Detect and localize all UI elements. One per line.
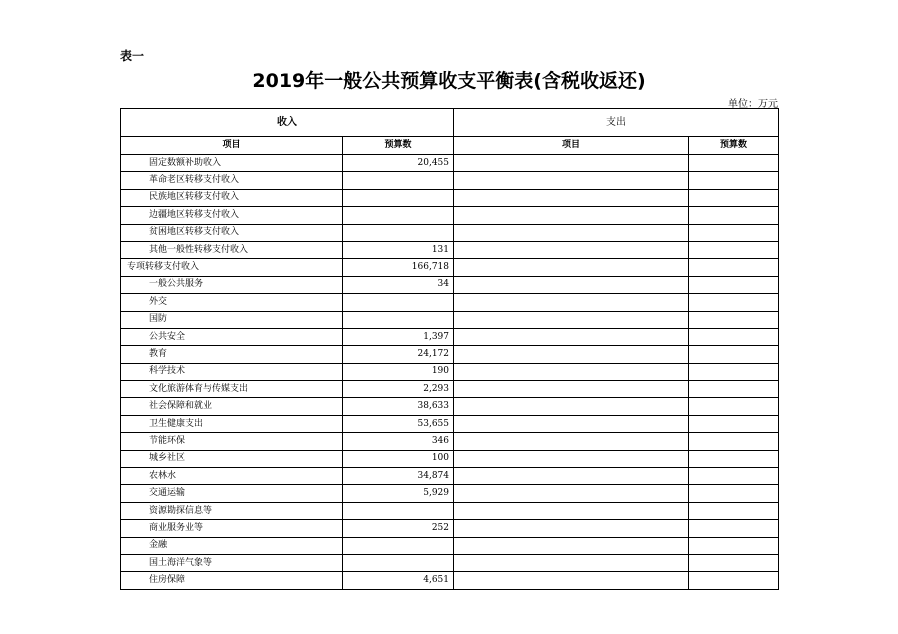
expense-budget-cell — [689, 172, 779, 189]
expense-item-cell — [454, 381, 689, 398]
income-item-cell: 固定数额补助收入 — [121, 155, 343, 172]
expense-budget-cell — [689, 155, 779, 172]
income-item-cell: 资源勘探信息等 — [121, 502, 343, 519]
income-budget-cell: 131 — [343, 241, 454, 258]
expense-item-cell — [454, 537, 689, 554]
income-budget-cell: 252 — [343, 520, 454, 537]
table-row — [121, 381, 779, 398]
income-budget-cell — [343, 224, 454, 241]
income-budget-cell: 20,455 — [343, 155, 454, 172]
expense-item-cell — [454, 346, 689, 363]
expense-item-cell — [454, 363, 689, 380]
expense-budget-cell — [689, 572, 779, 589]
budget-balance-table — [120, 108, 779, 590]
expense-budget-cell — [689, 363, 779, 380]
income-item-cell: 节能环保 — [121, 433, 343, 450]
expense-budget-header: 预算数 — [689, 137, 779, 155]
income-budget-cell: 4,651 — [343, 572, 454, 589]
expense-item-header: 项目 — [454, 137, 689, 155]
income-item-cell: 农林水 — [121, 468, 343, 485]
table-row — [121, 276, 779, 293]
expense-budget-cell — [689, 241, 779, 258]
table-row — [121, 450, 779, 467]
table-row — [121, 537, 779, 554]
table-row — [121, 259, 779, 276]
expense-item-cell — [454, 189, 689, 206]
expense-budget-cell — [689, 520, 779, 537]
table-row — [121, 468, 779, 485]
table-row — [121, 572, 779, 589]
expense-budget-cell — [689, 450, 779, 467]
expense-budget-cell — [689, 554, 779, 571]
expense-item-cell — [454, 311, 689, 328]
expense-item-cell — [454, 468, 689, 485]
table-number-label: 表一 — [120, 49, 145, 63]
column-header-row — [121, 137, 779, 155]
income-budget-cell — [343, 207, 454, 224]
expense-item-cell — [454, 328, 689, 345]
income-item-header: 项目 — [121, 137, 343, 155]
income-budget-cell — [343, 554, 454, 571]
income-budget-header: 预算数 — [343, 137, 454, 155]
expense-item-cell — [454, 398, 689, 415]
income-budget-cell: 34 — [343, 276, 454, 293]
table-row — [121, 554, 779, 571]
table-row — [121, 328, 779, 345]
expense-item-cell — [454, 485, 689, 502]
income-item-cell: 卫生健康支出 — [121, 415, 343, 432]
income-budget-cell: 190 — [343, 363, 454, 380]
table-row — [121, 363, 779, 380]
expense-item-cell — [454, 433, 689, 450]
expense-item-cell — [454, 224, 689, 241]
expense-item-cell — [454, 155, 689, 172]
expense-item-cell — [454, 572, 689, 589]
income-item-cell: 国土海洋气象等 — [121, 554, 343, 571]
expense-item-cell — [454, 415, 689, 432]
income-item-cell: 贫困地区转移支付收入 — [121, 224, 343, 241]
table-row — [121, 485, 779, 502]
income-budget-cell: 100 — [343, 450, 454, 467]
unit-label: 单位：万元 — [728, 99, 778, 110]
expense-item-cell — [454, 294, 689, 311]
income-item-cell: 公共安全 — [121, 328, 343, 345]
table-row — [121, 311, 779, 328]
expense-budget-cell — [689, 189, 779, 206]
income-item-cell: 金融 — [121, 537, 343, 554]
expense-budget-cell — [689, 381, 779, 398]
income-budget-cell — [343, 502, 454, 519]
expense-budget-cell — [689, 311, 779, 328]
income-budget-cell — [343, 172, 454, 189]
expense-budget-cell — [689, 346, 779, 363]
table-row — [121, 241, 779, 258]
income-item-cell: 边疆地区转移支付收入 — [121, 207, 343, 224]
table-row — [121, 189, 779, 206]
expense-item-cell — [454, 172, 689, 189]
expense-item-cell — [454, 207, 689, 224]
income-item-cell: 教育 — [121, 346, 343, 363]
income-budget-cell — [343, 537, 454, 554]
expense-item-cell — [454, 276, 689, 293]
income-budget-cell: 2,293 — [343, 381, 454, 398]
table-row — [121, 520, 779, 537]
expense-budget-cell — [689, 259, 779, 276]
expense-budget-cell — [689, 415, 779, 432]
expense-item-cell — [454, 259, 689, 276]
income-budget-cell — [343, 189, 454, 206]
income-item-cell: 国防 — [121, 311, 343, 328]
income-item-cell: 交通运输 — [121, 485, 343, 502]
expense-item-cell — [454, 520, 689, 537]
section-header-row — [121, 109, 779, 137]
expense-budget-cell — [689, 224, 779, 241]
expense-item-cell — [454, 241, 689, 258]
income-budget-cell: 38,633 — [343, 398, 454, 415]
income-item-cell: 专项转移支付收入 — [121, 259, 343, 276]
income-budget-cell: 1,397 — [343, 328, 454, 345]
table-row — [121, 207, 779, 224]
table-row — [121, 398, 779, 415]
income-item-cell: 城乡社区 — [121, 450, 343, 467]
table-row — [121, 172, 779, 189]
income-item-cell: 住房保障 — [121, 572, 343, 589]
income-budget-cell: 53,655 — [343, 415, 454, 432]
table-row — [121, 294, 779, 311]
income-item-cell: 文化旅游体育与传媒支出 — [121, 381, 343, 398]
expense-budget-cell — [689, 207, 779, 224]
expense-budget-cell — [689, 398, 779, 415]
income-budget-cell: 5,929 — [343, 485, 454, 502]
expense-section-header: 支出 — [454, 109, 779, 137]
table-row — [121, 502, 779, 519]
expense-item-cell — [454, 554, 689, 571]
expense-budget-cell — [689, 502, 779, 519]
table-row — [121, 433, 779, 450]
expense-budget-cell — [689, 433, 779, 450]
expense-item-cell — [454, 450, 689, 467]
expense-item-cell — [454, 502, 689, 519]
income-item-cell: 社会保障和就业 — [121, 398, 343, 415]
expense-budget-cell — [689, 537, 779, 554]
table-row — [121, 346, 779, 363]
table-row — [121, 155, 779, 172]
income-budget-cell — [343, 311, 454, 328]
expense-budget-cell — [689, 294, 779, 311]
income-item-cell: 革命老区转移支付收入 — [121, 172, 343, 189]
page-title: 2019年一般公共预算收支平衡表(含税收返还) — [252, 70, 646, 92]
expense-budget-cell — [689, 276, 779, 293]
income-item-cell: 科学技术 — [121, 363, 343, 380]
expense-budget-cell — [689, 328, 779, 345]
income-item-cell: 民族地区转移支付收入 — [121, 189, 343, 206]
income-budget-cell: 24,172 — [343, 346, 454, 363]
income-budget-cell: 34,874 — [343, 468, 454, 485]
expense-budget-cell — [689, 468, 779, 485]
table-row — [121, 224, 779, 241]
income-item-cell: 其他一般性转移支付收入 — [121, 241, 343, 258]
income-item-cell: 一般公共服务 — [121, 276, 343, 293]
income-budget-cell: 166,718 — [343, 259, 454, 276]
income-item-cell: 商业服务业等 — [121, 520, 343, 537]
income-item-cell: 外交 — [121, 294, 343, 311]
table-row — [121, 415, 779, 432]
income-budget-cell: 346 — [343, 433, 454, 450]
income-section-header: 收入 — [121, 109, 454, 137]
expense-budget-cell — [689, 485, 779, 502]
income-budget-cell — [343, 294, 454, 311]
